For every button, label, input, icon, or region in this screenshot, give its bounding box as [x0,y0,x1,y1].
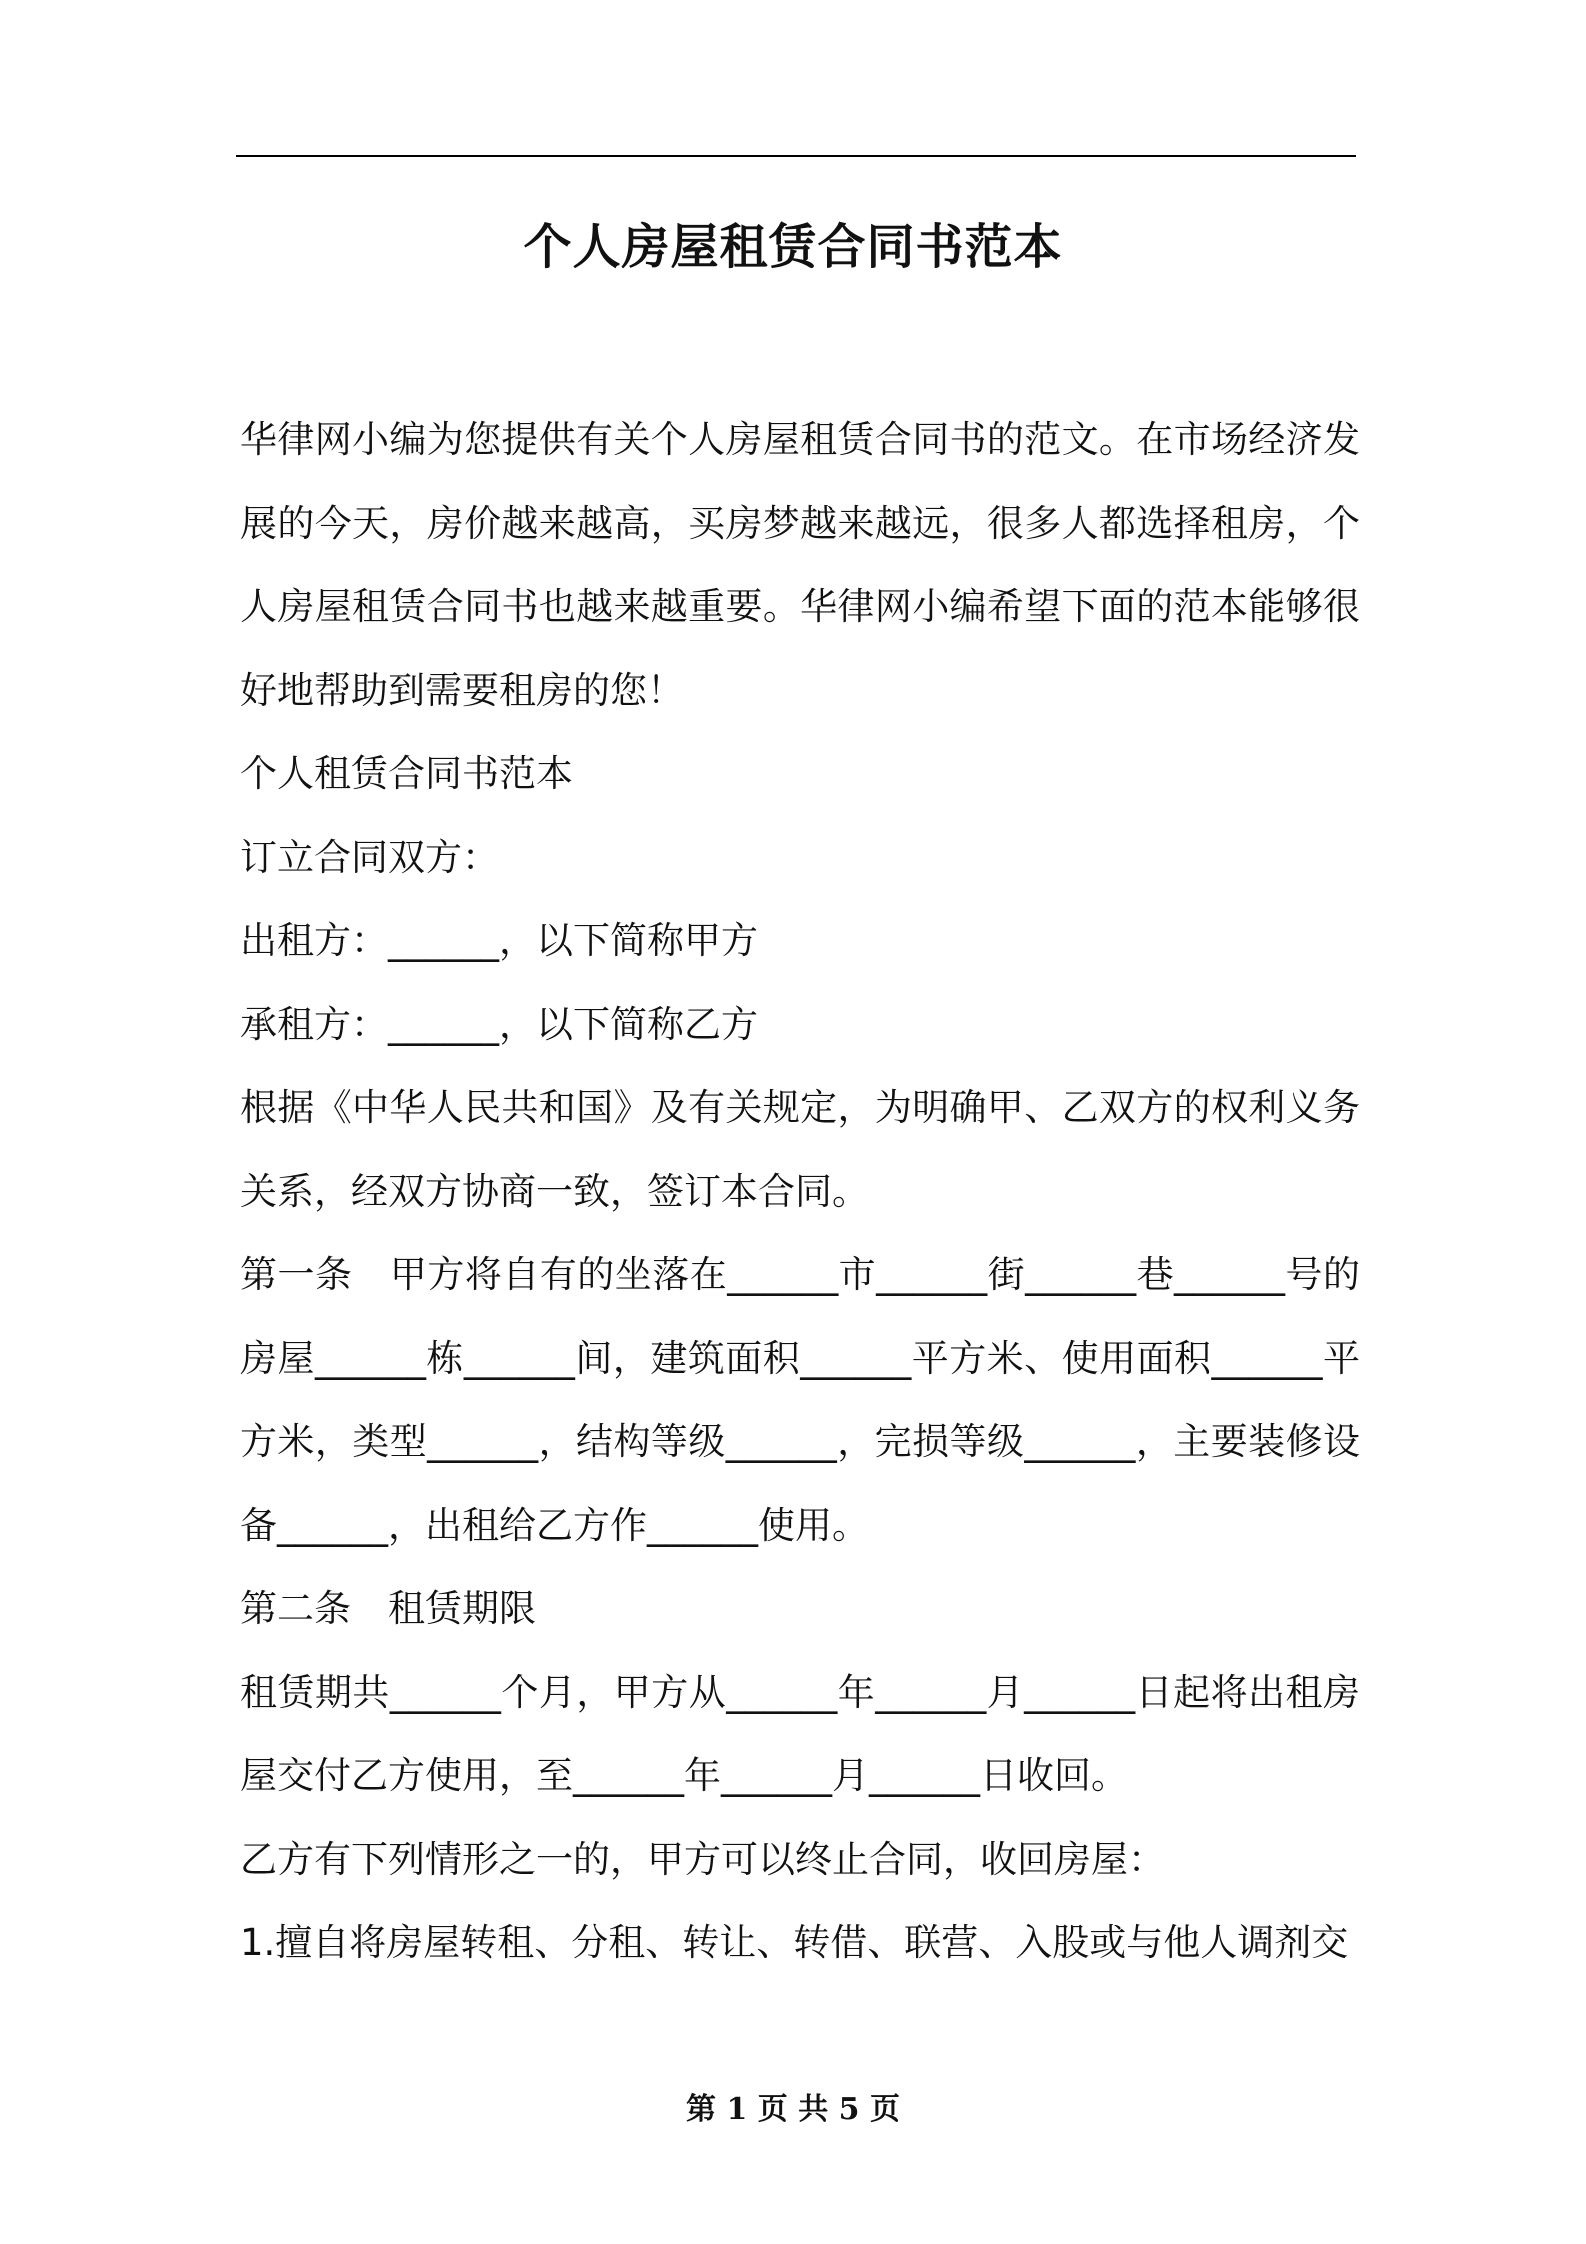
section-heading: 个人租赁合同书范本 [240,752,573,795]
article-two-heading: 第二条 租赁期限 [240,1587,536,1630]
header-rule [236,155,1356,157]
document-title: 个人房屋租赁合同书范本 [523,219,1063,275]
parties-heading: 订立合同双方： [240,835,499,879]
article-one: 第一条 甲方将自有的坐落在______市______街______巷______号的房屋______栋______间，建筑面积______平方米、使用面积______平方米，类型______，结构等级______，完损等级______，主要装修设备______，出租给乙方作______使用。 [240,1253,1360,1547]
lessor-line: 出租方：______，以下简称甲方 [240,919,758,962]
intro-paragraph: 华律网小编为您提供有关个人房屋租赁合同书的范文。在市场经济发展的今天，房价越来越高，买房梦越来越远，很多人都选择租房，个人房屋租赁合同书也越来越重要。华律网小编希望下面的范本能够很好地帮助到需要租房的您！ [240,418,1360,712]
lease-term-paragraph: 租赁期共______个月，甲方从______年______月______日起将出租房屋交付乙方使用，至______年______月______日收回。 [240,1670,1360,1797]
page-footer: 第 1 页 共 5 页 [686,2092,900,2127]
document-body [240,398,1360,1985]
termination-item-1: 1.擅自将房屋转租、分租、转让、转借、联营、入股或与他人调剂交 [240,1921,1349,1964]
basis-paragraph: 根据《中华人民共和国》及有关规定，为明确甲、乙双方的权利义务关系，经双方协商一致，签订本合同。 [240,1086,1360,1213]
lessee-line: 承租方：______，以下简称乙方 [240,1002,758,1046]
termination-paragraph: 乙方有下列情形之一的，甲方可以终止合同，收回房屋： [240,1837,1165,1881]
